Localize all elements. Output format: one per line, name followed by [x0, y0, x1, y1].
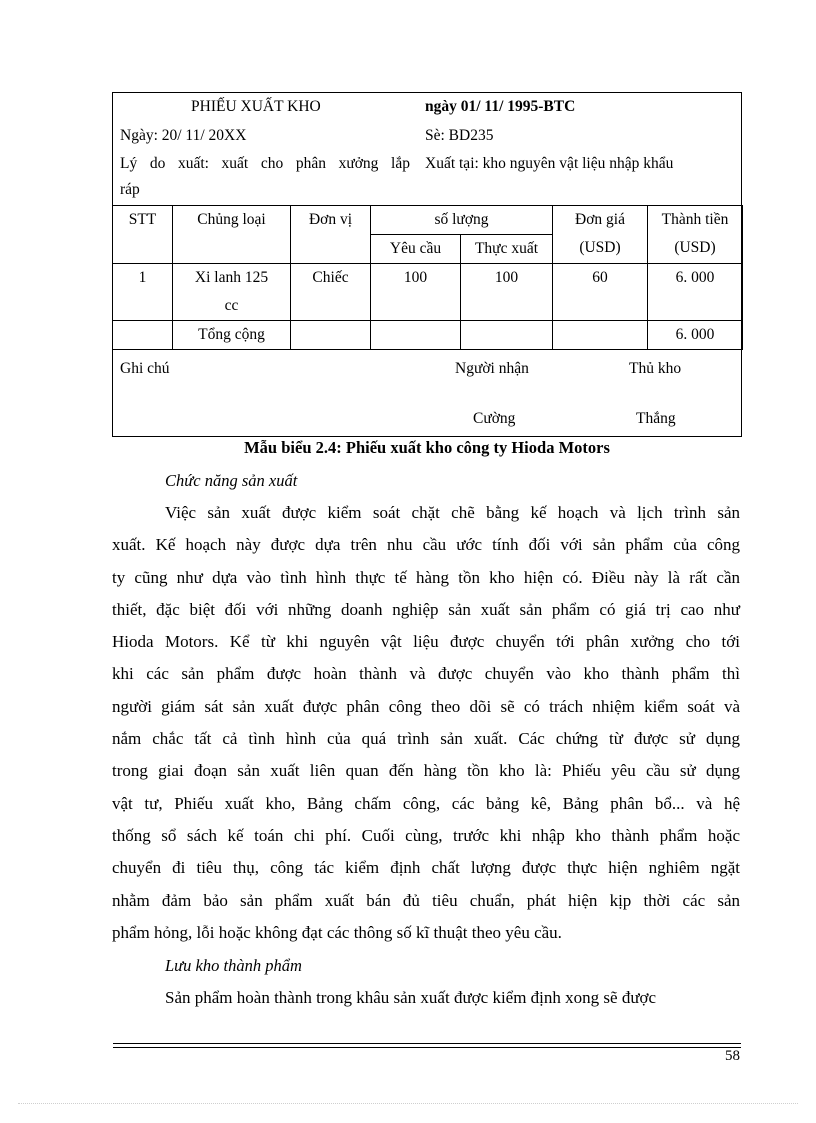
cell-type-line1: Xi lanh 125: [194, 269, 269, 286]
header-unit: Đơn vị: [291, 206, 371, 264]
paragraph-line: xuất. Kế hoạch này được dựa trên nhu cầu ước tính đối với sản phẩm của công: [112, 535, 740, 555]
form-reason-cont: ráp: [120, 181, 140, 198]
paragraph-line: thiết, đặc biệt đối với những doanh nghiệp sản xuất sản phẩm có giá trị cao như: [112, 599, 740, 619]
cell-stt: 1: [113, 264, 173, 321]
paragraph-line: người giám sát sản xuất được phân công theo dõi sẽ có trách nhiệm kiểm soát và: [112, 696, 740, 716]
header-quantity: số lượng: [371, 206, 553, 235]
header-type: Chủng loại: [173, 206, 291, 264]
section-heading-storage: Lưu kho thành phẩm: [165, 956, 302, 975]
form-date: Ngày: 20/ 11/ 20XX: [120, 127, 247, 144]
storekeeper-label: Thủ kho: [629, 360, 682, 377]
form-number: Sè: BD235: [425, 127, 494, 144]
table-row: [113, 264, 743, 321]
cell-unit: Chiếc: [291, 264, 371, 321]
receiver-label: Người nhận: [455, 360, 529, 377]
page-bottom-border: [18, 1103, 798, 1104]
cell-price: 60: [553, 264, 648, 321]
paragraph-line: phẩm hỏng, lỗi hoặc không đạt các thông số kĩ thuật theo yêu cầu.: [112, 922, 562, 942]
header-price-unit: (USD): [579, 239, 621, 256]
header-price: [553, 206, 648, 264]
cell-requested: 100: [371, 264, 461, 321]
paragraph-line: vật tư, Phiếu xuất kho, Bảng chấm công, các bảng kê, Bảng phân bổ... và hệ: [112, 793, 740, 813]
total-label: Tổng cộng: [173, 321, 291, 350]
total-amount: 6. 000: [648, 321, 743, 350]
total-blank-requested: [371, 321, 461, 350]
total-blank-price: [553, 321, 648, 350]
cell-type: [173, 264, 291, 321]
receiver-name: Cường: [473, 410, 516, 427]
paragraph-storage: [112, 988, 740, 1020]
storekeeper-name: Thắng: [636, 410, 676, 427]
total-blank-actual: [461, 321, 553, 350]
paragraph-line: khi các sản phẩm được hoàn thành và được chuyển vào kho thành phẩm thì: [112, 664, 740, 684]
cell-amount: 6. 000: [648, 264, 743, 321]
warehouse-issue-form: [112, 92, 742, 437]
paragraph-line: trong giai đoạn sản xuất liên quan đến hàng tồn kho là: Phiếu yêu cầu sử dụng: [112, 761, 740, 781]
total-row: [113, 321, 743, 350]
header-amount: [648, 206, 743, 264]
note-label: Ghi chú: [120, 360, 170, 377]
paragraph-line: nhằm đảm bảo sản phẩm xuất bán đủ tiêu chuẩn, phát hiện kịp thời các sản: [112, 890, 740, 910]
form-caption: Mẫu biểu 2.4: Phiếu xuất kho công ty Hioda Motors: [244, 438, 610, 457]
items-table: [112, 205, 743, 350]
section-heading-production: Chức năng sản xuất: [165, 471, 298, 490]
paragraph-line: Hioda Motors. Kể từ khi nguyên vật liệu được chuyển tới phân xưởng cho tới: [112, 632, 740, 652]
page-number: 58: [725, 1048, 740, 1064]
total-blank-unit: [291, 321, 371, 350]
paragraph-line: ty cũng như dựa vào tình hình thực tế hàng tồn kho hiện có. Điều này là rất cần: [112, 567, 740, 587]
paragraph-line: thống sổ sách kế toán chi phí. Cuối cùng, trước khi nhập kho thành phẩm hoặc: [112, 825, 740, 845]
total-blank-stt: [113, 321, 173, 350]
cell-actual: 100: [461, 264, 553, 321]
paragraph-line: Việc sản xuất được kiểm soát chặt chẽ bằng kế hoạch và lịch trình sản: [165, 503, 740, 522]
header-price-label: Đơn giá: [575, 211, 625, 228]
paragraph-line: chuyển đi tiêu thụ, công tác kiểm định chất lượng được thực hiện nghiêm ngặt: [112, 858, 740, 878]
paragraph-line: Sản phẩm hoàn thành trong khâu sản xuất được kiểm định xong sẽ được: [165, 988, 657, 1007]
footer-rule-thin: [113, 1047, 741, 1048]
form-location: Xuất tại: kho nguyên vật liệu nhập khẩu: [425, 155, 674, 172]
paragraph-production: [112, 503, 740, 955]
header-requested: Yêu cầu: [371, 235, 461, 264]
cell-type-line2: cc: [224, 297, 239, 314]
header-amount-label: Thành tiền: [661, 211, 729, 228]
header-actual: Thực xuất: [461, 235, 553, 264]
form-decision: ngày 01/ 11/ 1995-BTC: [425, 98, 576, 115]
form-title: PHIẾU XUẤT KHO: [191, 98, 321, 115]
footer-rule: [113, 1043, 741, 1044]
paragraph-line: nắm chắc tất cả tình hình của quá trình sản xuất. Các chứng từ được sử dụng: [112, 729, 740, 749]
form-reason: Lý do xuất: xuất cho phân xưởng lắp: [120, 155, 410, 172]
header-stt: STT: [113, 206, 173, 264]
header-amount-unit: (USD): [674, 239, 716, 256]
